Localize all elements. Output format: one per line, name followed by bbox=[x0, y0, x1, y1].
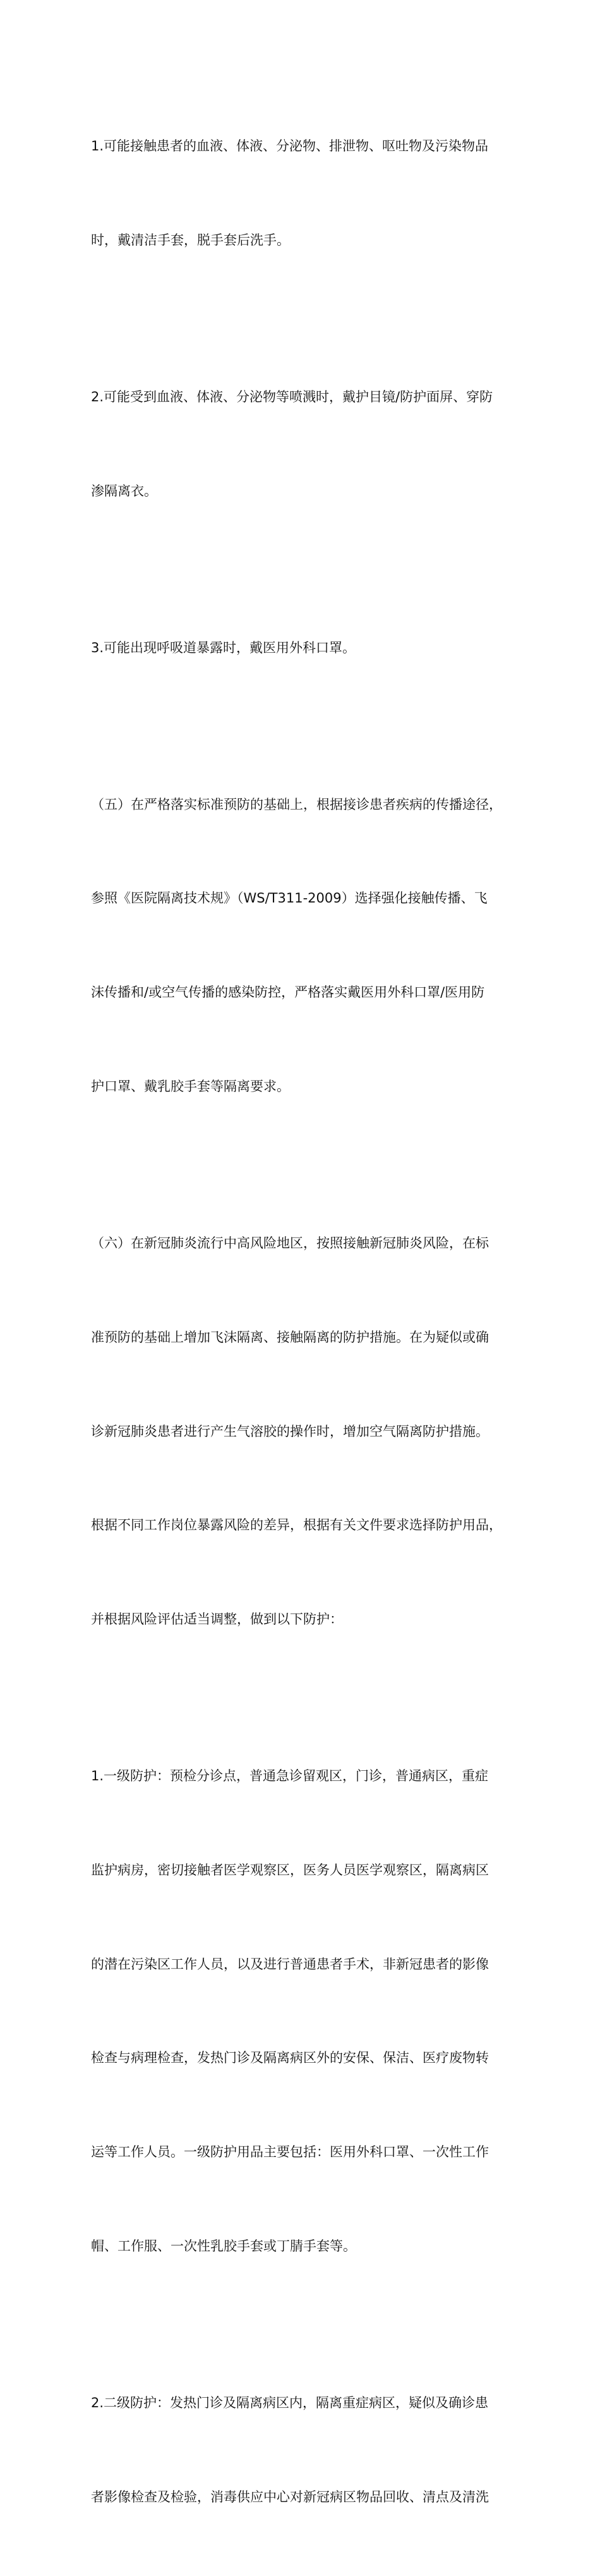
text-line: （六）在新冠肺炎流行中高风险地区，按照接触新冠肺炎风险，在标 bbox=[91, 1235, 489, 1251]
paragraph-section-6 bbox=[91, 1165, 527, 1698]
text-line: 渗隔离衣。 bbox=[91, 483, 157, 499]
text-line: 时，戴清洁手套，脱手套后洗手。 bbox=[91, 232, 290, 248]
paragraph-level-2-protection bbox=[91, 2325, 527, 2576]
text-line: 的潜在污染区工作人员，以及进行普通患者手术，非新冠患者的影像 bbox=[91, 1956, 489, 1972]
text-line: 3.可能出现呼吸道暴露时，戴医用外科口罩。 bbox=[91, 640, 356, 655]
text-line: 者影像检查及检验，消毒供应中心对新冠病区物品回收、清点及清洗 bbox=[91, 2489, 489, 2505]
text-line: 护口罩、戴乳胶手套等隔离要求。 bbox=[91, 1079, 290, 1094]
text-line: 监护病房，密切接触者医学观察区，医务人员医学观察区，隔离病区 bbox=[91, 1862, 489, 1878]
paragraph-item-3 bbox=[91, 570, 527, 727]
text-line: 并根据风险评估适当调整，做到以下防护： bbox=[91, 1612, 343, 1627]
text-line: 诊新冠肺炎患者进行产生气溶胶的操作时，增加空气隔离防护措施。 bbox=[91, 1423, 489, 1439]
paragraph-item-1 bbox=[91, 68, 527, 319]
text-line: 准预防的基础上增加飞沫隔离、接触隔离的防护措施。在为疑似或确 bbox=[91, 1329, 489, 1345]
text-line: 2.可能受到血液、体液、分泌物等喷溅时，戴护目镜/防护面屏、穿防 bbox=[91, 389, 493, 404]
text-line: 参照《医院隔离技术规》（WS/T311-2009）选择强化接触传播、飞 bbox=[91, 890, 488, 906]
text-line: 根据不同工作岗位暴露风险的差异，根据有关文件要求选择防护用品， bbox=[91, 1517, 502, 1533]
text-line: 帽、工作服、一次性乳胶手套或丁腈手套等。 bbox=[91, 2238, 356, 2254]
document-body bbox=[91, 68, 527, 2576]
text-line: （五）在严格落实标准预防的基础上，根据接诊患者疾病的传播途径， bbox=[91, 796, 502, 812]
paragraph-item-2 bbox=[91, 319, 527, 570]
paragraph-level-1-protection bbox=[91, 1698, 527, 2325]
text-line: 2.二级防护：发热门诊及隔离病区内，隔离重症病区，疑似及确诊患 bbox=[91, 2395, 489, 2410]
text-line: 1.可能接触患者的血液、体液、分泌物、排泄物、呕吐物及污染物品 bbox=[91, 138, 489, 154]
text-line: 1.一级防护：预检分诊点，普通急诊留观区，门诊，普通病区，重症 bbox=[91, 1768, 489, 1784]
text-line: 沫传播和/或空气传播的感染防控，严格落实戴医用外科口罩/医用防 bbox=[91, 985, 485, 1000]
text-line: 运等工作人员。一级防护用品主要包括：医用外科口罩、一次性工作 bbox=[91, 2144, 489, 2160]
text-line: 检查与病理检查，发热门诊及隔离病区外的安保、保洁、医疗废物转 bbox=[91, 2050, 489, 2066]
paragraph-section-5 bbox=[91, 726, 527, 1165]
